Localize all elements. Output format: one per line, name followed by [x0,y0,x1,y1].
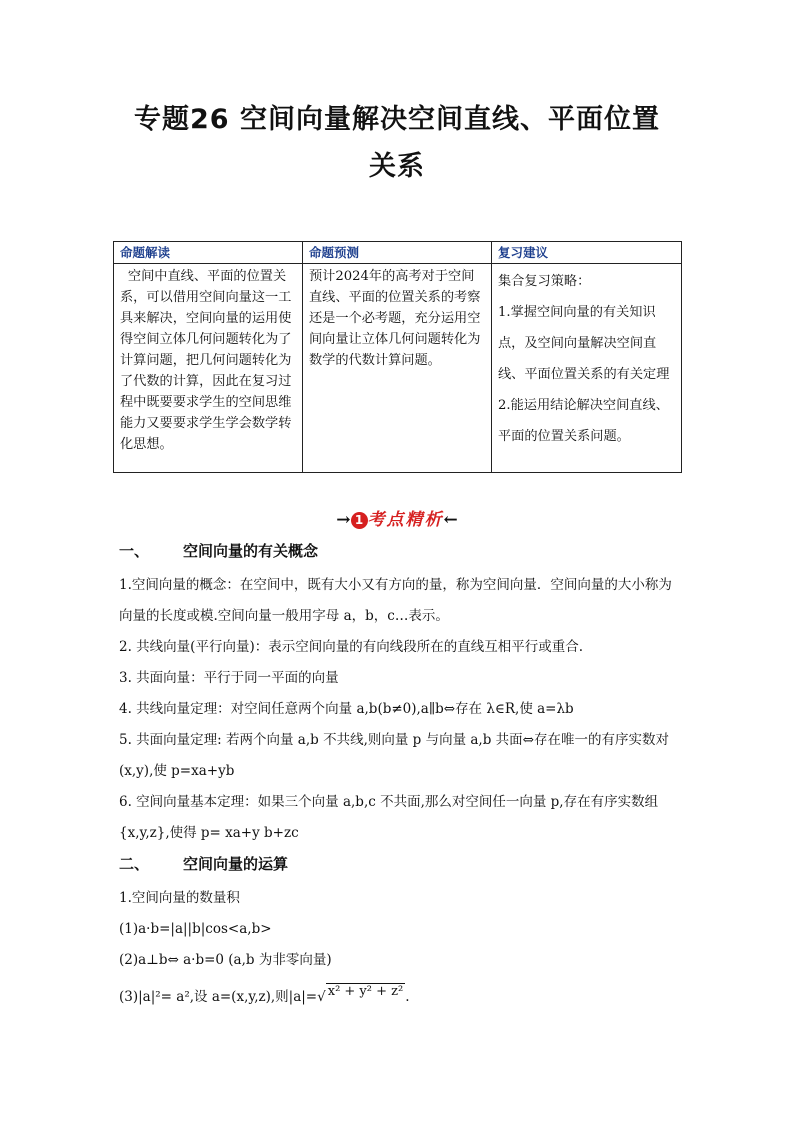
list-item: 5. 共面向量定理: 若两个向量 a,b 不共线,则向量 p 与向量 a,b 共面⇔存在唯一的有序实数对(x,y),使 p=xa+yb [119,732,669,779]
list-item: 4. 共线向量定理：对空间任意两个向量 a,b(b≠0),a∥b⇔存在 λ∈R,使 a=λb [119,701,574,717]
cell-suggestion [492,264,682,473]
title-line-1: 专题26 空间向量解决空间直线、平面位置 [134,104,660,135]
header-interpretation: 命题解读 [114,242,303,264]
main-content [119,536,679,1013]
header-suggestion: 复习建议 [492,242,682,264]
list-item: 3. 共面向量：平行于同一平面的向量 [119,670,339,686]
section-marker-label: 考点精析 [367,510,444,530]
page-title [110,96,684,190]
list-item: 1.空间向量的数量积 [119,890,240,906]
left-arrow-icon: → [336,510,351,530]
cell-interpretation: 空间中直线、平面的位置关系，可以借用空间向量这一工具来解决，空间向量的运用使得空间立体几何问题转化为了计算问题，把几何问题转化为了代数的计算，因此在复习过程中既要要求学生的空间思维能力又要要求学生学会数学转化思想。 [114,264,303,473]
list-item: 2. 共线向量(平行向量)：表示空间向量的有向线段所在的直线互相平行或重合. [119,639,583,655]
list-item: 1.空间向量的概念：在空间中，既有大小又有方向的量，称为空间向量．空间向量的大小称为向量的长度或模.空间向量一般用字母 a，b，c…表示。 [119,577,672,624]
suggestion-line: 2.能运用结论解决空间直线、平面的位置关系问题。 [498,398,669,444]
list-item: 6. 空间向量基本定理：如果三个向量 a,b,c 不共面,那么对空间任一向量 p,存在有序实数组{x,y,z},使得 p= xa+y b+zc [119,794,659,841]
section-heading: 一、 空间向量的有关概念 [119,542,319,560]
suggestion-line: 集合复习策略： [498,274,591,289]
sqrt-icon: √ [317,989,326,1005]
number-badge-icon: 1 [351,512,368,529]
table-row [114,264,682,473]
section-heading: 二、 空间向量的运算 [119,855,289,873]
sqrt-expression: x² + y² + z² [327,984,404,999]
suggestion-line: 1.掌握空间向量的有关知识点，及空间向量解决空间直线、平面位置关系的有关定理 [498,305,670,382]
exam-plan-table [113,241,682,473]
list-item: (3)|a|²= a²,设 a=(x,y,z),则|a|=√ x² + y² + z² . [119,984,410,1005]
list-item: (2)a⊥b⇔ a·b=0 (a,b 为非零向量) [119,952,332,968]
right-arrow-icon: ← [443,510,458,530]
cell-prediction: 预计2024年的高考对于空间直线、平面的位置关系的考察还是一个必考题，充分运用空间向量让立体几何问题转化为数学的代数计算问题。 [303,264,492,473]
table-header-row [114,242,682,264]
section-marker [0,505,794,530]
title-line-2: 关系 [369,151,425,182]
header-prediction: 命题预测 [303,242,492,264]
list-item: (1)a·b=|a||b|cos<a,b> [119,921,272,937]
